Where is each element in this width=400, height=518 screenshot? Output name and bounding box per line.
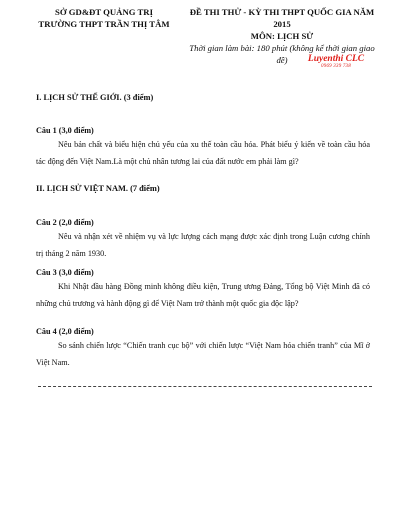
- question-1-text: Nêu bản chất và biểu hiện chủ yếu của xu thế toàn cầu hóa. Phát biểu ý kiến về toàn cầu hóa tác động đến Việt Nam.Là một chủ nhân tương lai của đất nước em phải làm gì?: [36, 140, 370, 166]
- question-3-heading: Câu 3 (3,0 điểm): [36, 268, 94, 277]
- question-3-text: Khi Nhật đầu hàng Đồng minh không điều kiện, Trung ương Đảng, Tổng bộ Việt Minh đã có những chủ trương và hành động gì để Việt Nam trở thành một quốc gia độc lập?: [36, 282, 370, 308]
- question-1-heading: Câu 1 (3,0 điểm): [36, 126, 94, 135]
- question-2-text: Nêu và nhận xét về nhiệm vụ và lực lượng cách mạng được xác định trong Luận cương chính trị tháng 2 năm 1930.: [36, 232, 370, 258]
- section-1-title: I. LỊCH SỬ THẾ GIỚI. (3 điểm): [36, 93, 154, 102]
- department-name: SỞ GD&ĐT QUẢNG TRỊ: [55, 7, 153, 17]
- exam-title: ĐỀ THI THỬ - KỲ THI THPT QUỐC GIA NĂM 2015: [189, 7, 375, 29]
- brand-name: Luyenthi CLC: [307, 54, 365, 64]
- section-2-title: II. LỊCH SỬ VIỆT NAM. (7 điểm): [36, 184, 160, 193]
- school-name: TRƯỜNG THPT TRẦN THỊ TÂM: [38, 19, 170, 29]
- exam-duration: Thời gian làm bài: 180 phút (không kể thời gian giao đề): [189, 43, 375, 65]
- brand-phone: 0969 339 738: [321, 64, 351, 69]
- question-4-text: So sánh chiến lược “Chiến tranh cục bộ” với chiến lược “Việt Nam hóa chiến tranh” của Mĩ ở Việt Nam.: [36, 341, 370, 367]
- subject-title: MÔN: LỊCH SỬ: [250, 31, 314, 41]
- school-header: [36, 6, 172, 30]
- question-2-heading: Câu 2 (2,0 điểm): [36, 218, 94, 227]
- end-divider: [38, 386, 372, 387]
- brand-watermark: [296, 54, 376, 70]
- question-4-heading: Câu 4 (2,0 điểm): [36, 327, 94, 336]
